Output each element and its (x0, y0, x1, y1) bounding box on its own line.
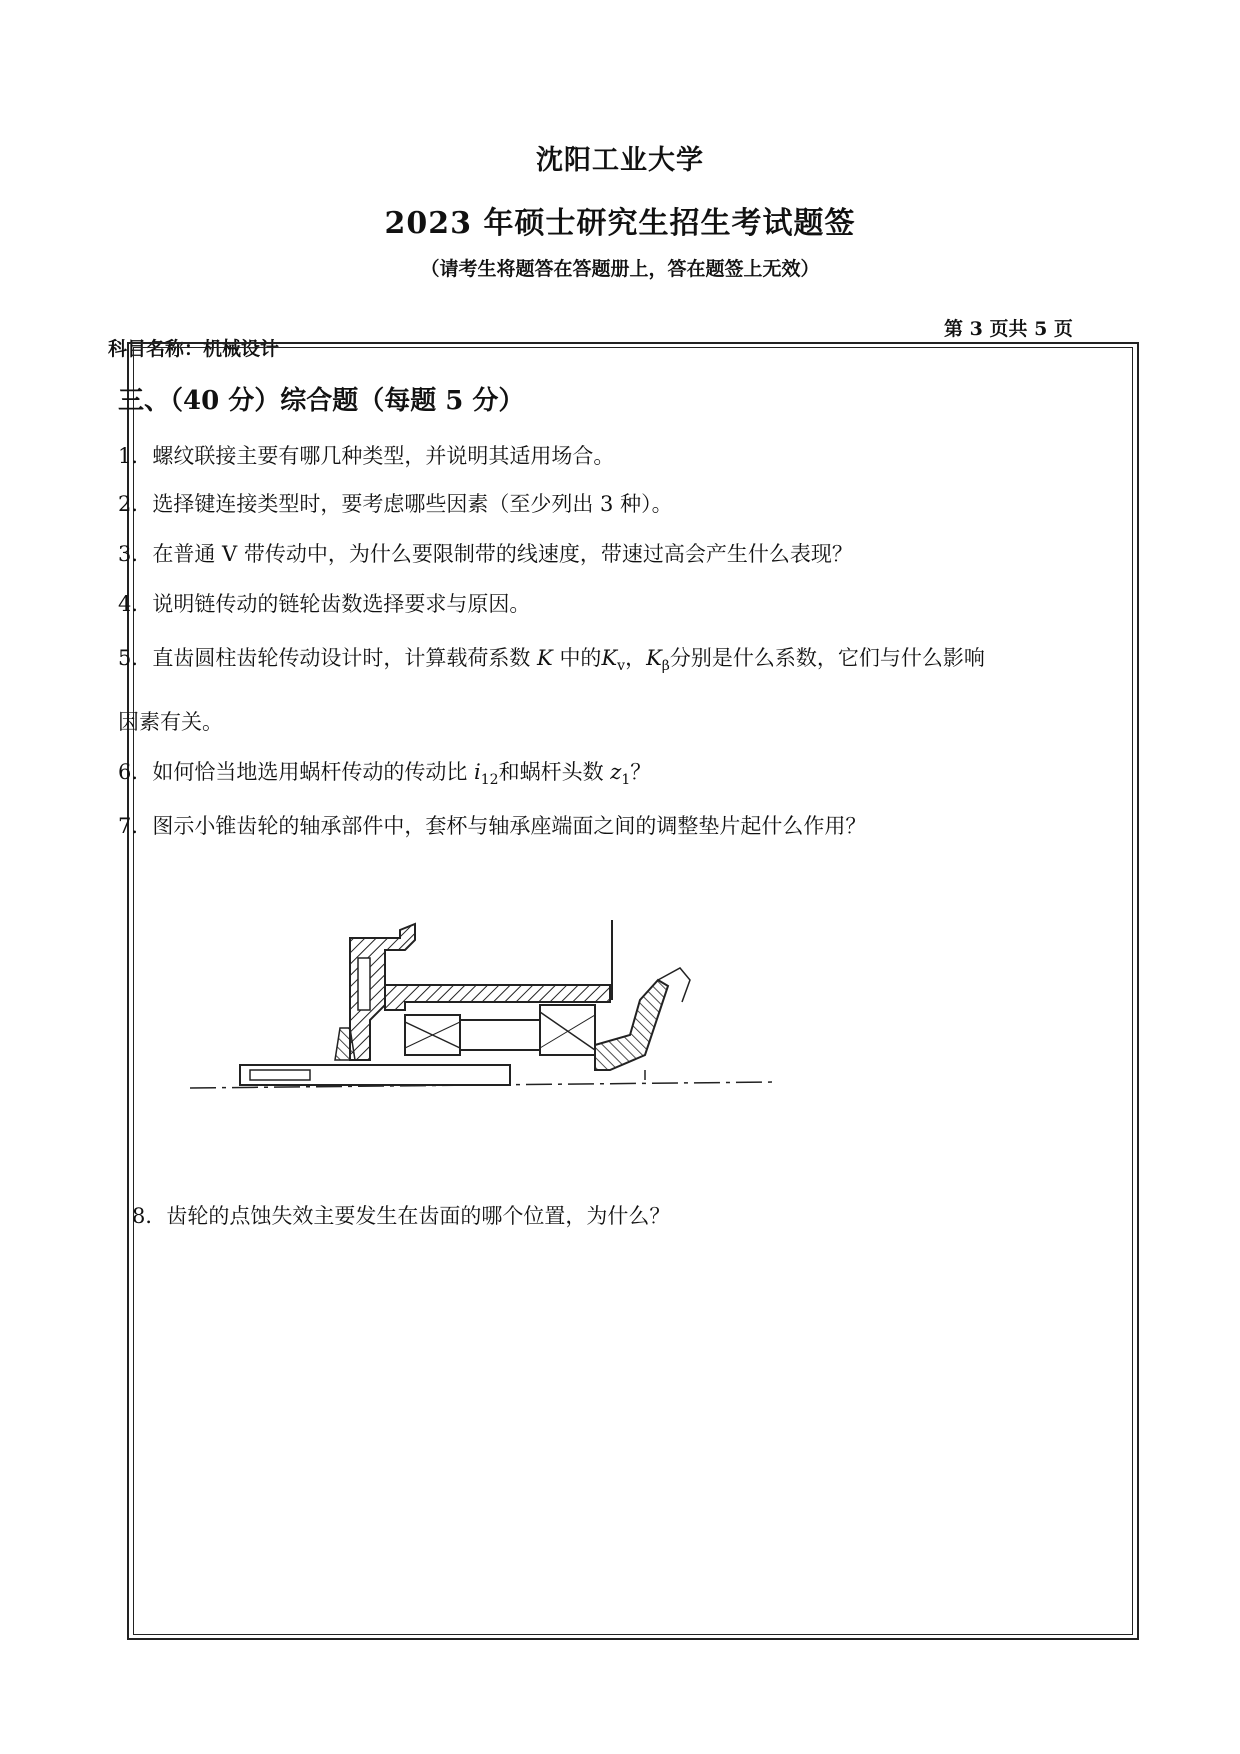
university-name: 沈阳工业大学 (536, 145, 704, 176)
exam-notice: （请考生将题答在答题册上，答在题签上无效） (420, 258, 820, 280)
exam-title: 2023 年硕士研究生招生考试题签 (384, 206, 856, 241)
q5-var-kb: K (646, 646, 662, 670)
question-4: 4．说明链传动的链轮齿数选择要求与原因。 (118, 592, 531, 616)
section-heading: 三、（40 分）综合题（每题 5 分） (118, 386, 525, 416)
q6-text-2: 和蜗杆头数 (498, 760, 604, 784)
question-5 (118, 642, 985, 674)
q5-sub-v: v (617, 658, 626, 675)
bearing-right (540, 1005, 595, 1055)
q5-var-k: K (537, 646, 553, 670)
question-1: 1．螺纹联接主要有哪几种类型，并说明其适用场合。 (118, 444, 615, 468)
bearing-left (405, 1015, 460, 1055)
q6-sub-12: 12 (480, 772, 499, 789)
q6-text-3: ？ (630, 760, 652, 784)
bevel-gear-bearing-diagram (190, 920, 790, 1110)
question-2: 2．选择键连接类型时，要考虑哪些因素（至少列出 3 种）。 (118, 492, 673, 516)
q5-sub-beta: β (661, 658, 670, 675)
q6-text-1: 6．如何恰当地选用蜗杆传动的传动比 (118, 760, 468, 784)
q6-sub-1: 1 (621, 772, 631, 789)
q6-var-i: i (474, 760, 481, 784)
question-6 (118, 756, 651, 788)
page-number: 第 3 页共 5 页 (944, 318, 1073, 340)
question-3: 3．在普通 V 带传动中，为什么要限制带的线速度，带速过高会产生什么表现？ (118, 542, 853, 566)
q5-var-kv: K (601, 646, 618, 670)
cup-housing (385, 920, 612, 1010)
q5-text-3: 分别是什么系数，它们与什么影响 (669, 646, 985, 670)
q5-text-2: 中的 (559, 646, 602, 670)
question-8: 8．齿轮的点蚀失效主要发生在齿面的哪个位置，为什么？ (132, 1204, 671, 1228)
q6-var-z: z (610, 760, 622, 784)
q5-text-1: 5．直齿圆柱齿轮传动设计时，计算载荷系数 (118, 646, 531, 670)
question-5-line-2: 因素有关。 (118, 710, 223, 734)
q5-sep: ， (625, 646, 647, 670)
shaft (240, 1065, 510, 1085)
question-7: 7．图示小锥齿轮的轴承部件中，套杯与轴承座端面之间的调整垫片起什么作用？ (118, 814, 867, 838)
subject-name: 科目名称：机械设计 (108, 338, 280, 360)
spacer-sleeve (460, 1020, 540, 1050)
